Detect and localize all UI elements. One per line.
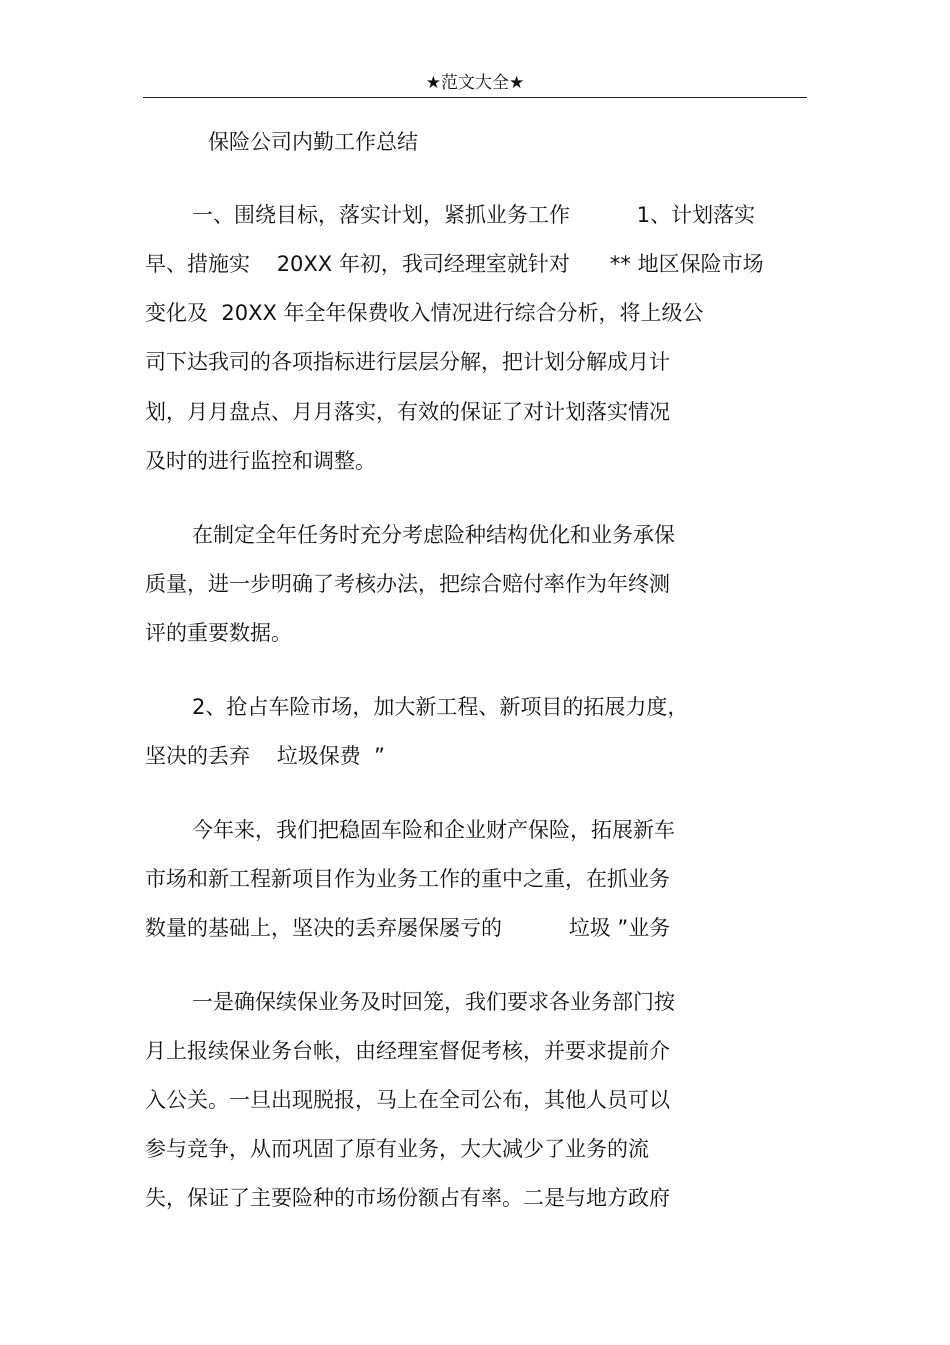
body-line: 一是确保续保业务及时回笼，我们要求各业务部门按 [192, 990, 675, 1014]
page-header: ★范文大全★ [425, 73, 525, 93]
body-line: 司下达我司的各项指标进行层层分解，把计划分解成月计 [145, 350, 670, 374]
body-line: 失，保证了主要险种的市场份额占有率。二是与地方政府 [145, 1186, 670, 1210]
body-line: 及时的进行监控和调整。 [145, 449, 376, 473]
body-line: 一、围绕目标，落实计划，紧抓业务工作 1、计划落实 [192, 203, 756, 227]
body-line: 今年来，我们把稳固车险和企业财产保险，拓展新车 [192, 818, 675, 842]
header-rule [143, 97, 807, 98]
body-line: 质量，进一步明确了考核办法，把综合赔付率作为年终测 [145, 572, 670, 596]
body-line: 2、抢占车险市场，加大新工程、新项目的拓展力度， [192, 695, 689, 719]
document-title: 保险公司内勤工作总结 [208, 130, 418, 154]
body-line: 在制定全年任务时充分考虑险种结构优化和业务承保 [192, 523, 675, 547]
body-line: 入公关。一旦出现脱报，马上在全司公布，其他人员可以 [145, 1088, 670, 1112]
body-line: 数量的基础上，坚决的丢弃屡保屡亏的 垃圾 ”业务 [145, 916, 671, 940]
body-line: 坚决的丢弃 垃圾保费 ” [145, 744, 385, 768]
body-line: 评的重要数据。 [145, 621, 292, 645]
body-line: 参与竞争，从而巩固了原有业务，大大减少了业务的流 [145, 1137, 649, 1161]
body-line: 市场和新工程新项目作为业务工作的重中之重，在抓业务 [145, 867, 670, 891]
body-line: 月上报续保业务台帐，由经理室督促考核，并要求提前介 [145, 1039, 670, 1063]
body-line: 划，月月盘点、月月落实，有效的保证了对计划落实情况 [145, 400, 670, 424]
body-line: 变化及 20XX 年全年保费收入情况进行综合分析，将上级公 [145, 301, 704, 325]
body-line: 早、措施实 20XX 年初，我司经理室就针对 ** 地区保险市场 [145, 252, 764, 276]
